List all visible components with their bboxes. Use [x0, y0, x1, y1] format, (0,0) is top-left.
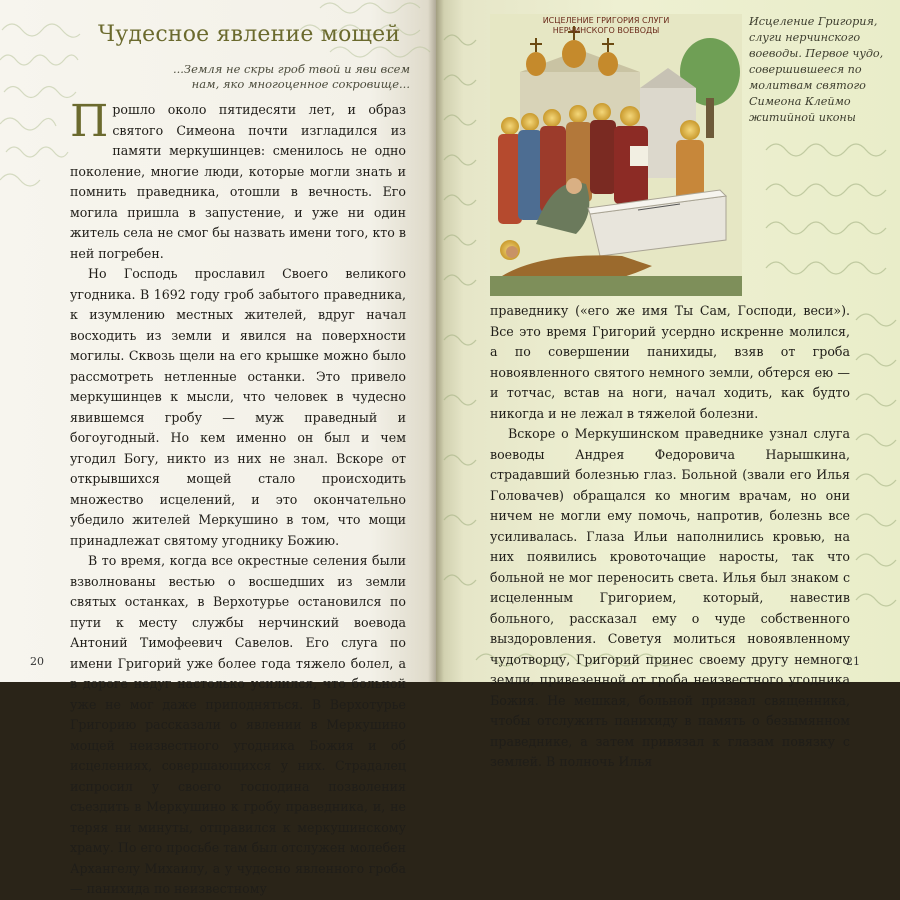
- left-page: [0, 0, 436, 896]
- left-body-text: [70, 96, 406, 900]
- paragraph: Прошло около пятидесяти лет, и образ святого Симеона почти изгладился из памяти меркушинцев: сменилось не одно поколение, многие люди, которые могли знать и помнить праведника, отошли в вечность. Его могила пришла в запустение, и уже ни один житель села не смог бы назвать имени того, кто в ней погребен.: [70, 96, 406, 261]
- chapter-epigraph: ...Земля не скры гроб твой и яви всем нам, яко многоценное сокровище...: [172, 62, 410, 91]
- illustration-caption: Исцеление Григория, слуги нерчинского воеводы. Первое чудо, совершившееся по молитвам святого Симеона Клеймо житийной иконы: [749, 15, 884, 124]
- healing-icon-image: [490, 14, 742, 296]
- page-number-left: 20: [30, 655, 44, 668]
- paragraph: В то время, когда все окрестные селения были взволнованы вестью о восшедших из земли святых останках, в Верхотурье остановился по пути к месту службы нерчинский воевода Антоний Тимофеевич Савелов. Его слуга по имени Григорий уже более года тяжело болел, а в дороге недуг настолько усилился, что больной уже не мог даже приподняться. В Верхотурье Григорию рассказали о явлении в Меркушино мощей неизвестного угодника Божия и об исцелениях, совершающихся у них. Страдалец испросил у своего господина позволения съездить в Меркушино к гробу праведника, и, не теряя ни минуты, отправился к меркушинскому храму. По его просьбе там был отслужен молебен Архангелу Михаилу, а у чудесно явленного гроба — панихида по неизвестному: [70, 553, 406, 896]
- book-gutter: [428, 0, 444, 682]
- icon-inscription: ИСЦЕЛЕНИЕ ГРИГОРИЯ СЛУГИ НЕРЧИНСКОГО ВОЕВОДЫ: [542, 16, 670, 35]
- icon-illustration: [490, 14, 742, 296]
- paragraph: Но Господь прославил Своего великого угодника. В 1692 году гроб забытого праведника, к изумлению местных жителей, вдруг начал восходить из земли и явился на поверхности могилы. Сквозь щели на его крышке можно было рассмотреть нетленные останки. Это привело меркушинцев к мысли, что человек в чудесно явившемся гробу — муж праведный и богоугодный. Но кем именно он был и чем угодил Богу, никто из них не знал. Вскоре от открывшихся мощей стало происходить множество исцелений, и это окончательно убедило жителей Меркушино в том, что мощи принадлежат святому угоднику Божию.: [70, 266, 406, 548]
- paragraph: праведнику («его же имя Ты Сам, Господи, веси»). Все это время Григорий усердно искренне молился, а по совершении панихиды, взяв от гроба новоявленного святого немного земли, обтерся ею — и тотчас, встав на ноги, начал ходить, как будто никогда и не лежал в тяжелой болезни.: [490, 303, 850, 421]
- page-number-right: 21: [846, 655, 860, 668]
- right-body-text: [490, 301, 850, 773]
- chapter-title: Чудесное явление мощей: [98, 22, 401, 47]
- right-page: [436, 0, 900, 769]
- drop-cap: П: [70, 96, 109, 147]
- paragraph: Вскоре о Меркушинском праведнике узнал слуга воеводы Андрея Федоровича Нарышкина, страдавший болезнью глаз. Больной (звали его Илья Головачев) обращался ко многим врачам, но они ничем не могли ему помочь, напротив, болезнь все усиливалась. Глаза Ильи наполнились кровью, на них появились кровоточащие наросты, так что больной не мог переносить света. Илья был знаком с исцеленным Григорием, который, навестив больного, рассказал ему о чуде собственного выздоровления. Советуя молиться новоявленному чудотворцу, Григорий принес своему другу немного земли, привезенной от гроба неизвестного угодника Божия. Не мешкая, больной призвал священника, чтобы отслужить панихиду в память о безымянном праведнике, а затем привязал к глазам повязку с землей. В полночь Илья: [490, 426, 850, 769]
